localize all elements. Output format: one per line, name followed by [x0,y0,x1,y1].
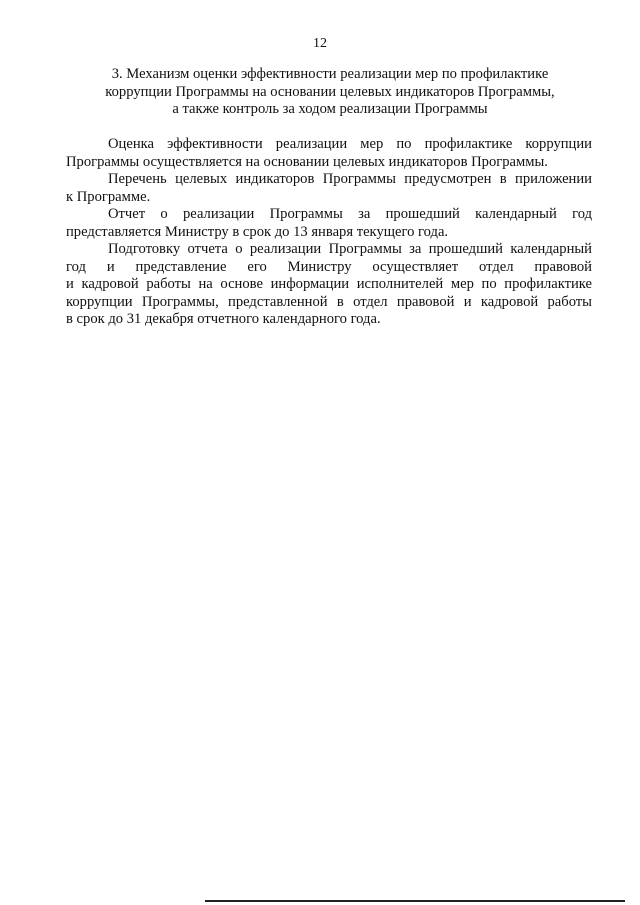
text-line: представляется Министру в срок до 13 января текущего года. [66,223,449,240]
page-number: 12 [313,36,327,51]
text-line: год и представление его Министру осуществляет отдел правовой [66,258,592,275]
text-line: Оценка эффективности реализации мер по профилактике коррупции [108,136,592,152]
text-line: Программы осуществляется на основании целевых индикаторов Программы. [66,153,548,170]
heading-line: 3. Механизм оценки эффективности реализации мер по профилактике [111,66,549,82]
paragraph [66,171,592,206]
section-heading [66,66,594,119]
body-text [66,136,592,329]
bottom-rule [205,900,625,902]
paragraph [66,136,592,171]
text-line: коррупции Программы, представленной в отдел правовой и кадровой работы [66,293,592,310]
text-line: Перечень целевых индикаторов Программы предусмотрен в приложении [108,171,592,187]
text-line: и кадровой работы на основе информации исполнителей мер по профилактике [66,276,592,292]
text-line: Подготовку отчета о реализации Программы за прошедший календарный [108,241,592,257]
heading-line: а также контроль за ходом реализации Программы [172,101,488,117]
text-line: в срок до 31 декабря отчетного календарного года. [66,311,381,327]
text-line: Отчет о реализации Программы за прошедший календарный год [108,206,592,222]
paragraph [66,241,592,329]
text-line: к Программе. [66,188,151,205]
heading-line: коррупции Программы на основании целевых индикаторов Программы, [105,83,555,100]
paragraph [66,206,592,241]
